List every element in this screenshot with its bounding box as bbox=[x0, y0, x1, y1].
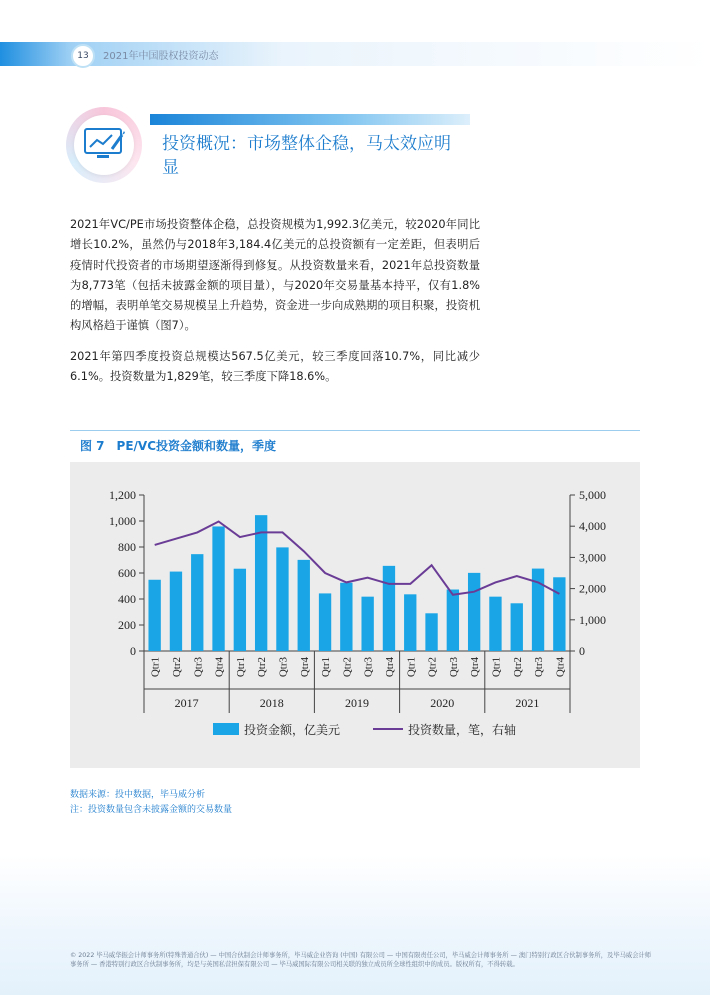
x-tick-label: Qtr4 bbox=[554, 657, 567, 678]
bar-investment-amount bbox=[234, 569, 246, 651]
legend-line-label: 投资数量，笔，右轴 bbox=[408, 723, 517, 737]
bar-investment-amount bbox=[361, 597, 373, 651]
bar-investment-amount bbox=[212, 526, 224, 651]
year-label: 2021 bbox=[515, 696, 540, 710]
x-tick-label: Qtr3 bbox=[533, 657, 546, 678]
x-tick-label: Qtr1 bbox=[320, 657, 333, 678]
x-tick-label: Qtr2 bbox=[426, 657, 439, 678]
x-tick-label: Qtr4 bbox=[383, 657, 396, 678]
section-title: 投资概况：市场整体企稳，马太效应明显 bbox=[162, 134, 451, 178]
bar-investment-amount bbox=[383, 566, 395, 651]
figure-title: 图 7 PE/VC投资金额和数量，季度 bbox=[80, 439, 276, 453]
bar-investment-amount bbox=[191, 554, 203, 651]
y-right-tick-label: 3,000 bbox=[579, 550, 606, 565]
bar-investment-amount bbox=[489, 597, 501, 651]
bar-investment-amount bbox=[170, 572, 182, 651]
chart bbox=[70, 462, 640, 768]
x-tick-label: Qtr3 bbox=[362, 657, 375, 678]
figure-rule bbox=[70, 430, 640, 431]
bar-investment-amount bbox=[404, 594, 416, 651]
y-left-tick-label: 1,200 bbox=[109, 488, 136, 502]
bar-investment-amount bbox=[298, 560, 310, 651]
figure-source: 数据来源：投中数据，毕马威分析 bbox=[70, 790, 206, 800]
x-tick-label: Qtr1 bbox=[234, 657, 247, 678]
bar-investment-amount bbox=[319, 593, 331, 651]
x-tick-label: Qtr4 bbox=[298, 657, 311, 678]
y-left-tick-label: 200 bbox=[118, 618, 136, 632]
year-label: 2018 bbox=[259, 696, 284, 710]
chart-panel bbox=[70, 462, 640, 768]
header-title: 2021年中国股权投资动态 bbox=[103, 51, 219, 62]
bar-investment-amount bbox=[425, 613, 437, 651]
y-right-tick-label: 0 bbox=[579, 644, 585, 658]
bar-investment-amount bbox=[276, 547, 288, 651]
body-paragraph-2: 2021年第四季度投资总规模达567.5亿美元，较三季度回落10.7%，同比减少6.1%。投资数量为1,829笔，较三季度下降18.6%。 bbox=[70, 350, 480, 384]
x-tick-label: Qtr4 bbox=[213, 657, 226, 678]
x-tick-label: Qtr3 bbox=[447, 657, 460, 678]
x-tick-label: Qtr1 bbox=[405, 657, 418, 678]
x-tick-label: Qtr3 bbox=[192, 657, 205, 678]
y-left-tick-label: 600 bbox=[118, 566, 136, 580]
x-tick-label: Qtr2 bbox=[170, 657, 183, 678]
bar-investment-amount bbox=[340, 583, 352, 651]
year-label: 2017 bbox=[174, 696, 199, 710]
x-tick-label: Qtr2 bbox=[341, 657, 354, 678]
section-title-bar bbox=[150, 114, 470, 125]
legend-bar-label: 投资金额，亿美元 bbox=[244, 723, 341, 737]
x-tick-label: Qtr4 bbox=[469, 657, 482, 678]
y-left-tick-label: 400 bbox=[118, 592, 136, 606]
y-right-tick-label: 4,000 bbox=[579, 519, 606, 534]
page-number: 13 bbox=[71, 44, 95, 68]
legend-bar-swatch bbox=[213, 723, 239, 735]
year-label: 2019 bbox=[345, 696, 369, 710]
y-right-tick-label: 1,000 bbox=[579, 612, 606, 627]
monitor-chart-icon bbox=[74, 115, 134, 175]
y-right-tick-label: 5,000 bbox=[579, 488, 606, 502]
footer-copyright: © 2022 毕马威华振会计师事务所(特殊普通合伙) — 中国合伙制会计师事务所，毕马威企业咨询 (中国) 有限公司 — 中国有限责任公司，毕马威会计师事务所 — 澳门特别行政区合伙制事务所，及毕马威会计师事务所 — 香港特别行政区合伙制事务所，均是与英国私营担保有限公司 — 毕马威国际有限公司相关联的独立成员所全球性组织中的成员。版权所有，不得转载。 bbox=[70, 952, 652, 968]
x-tick-label: Qtr3 bbox=[277, 657, 290, 678]
bar-investment-amount bbox=[553, 577, 565, 651]
body-paragraph-1: 2021年VC/PE市场投资整体企稳，总投资规模为1,992.3亿美元，较2020年同比增长10.2%，虽然仍与2018年3,184.4亿美元的总投资额有一定差距，但表明后疫情时代投资者的市场期望逐渐得到修复。从投资数量来看，2021年总投资数量为8,773笔（包括未披露金额的项目量），与2020年交易量基本持平，仅有1.8%的增幅，表明单笔交易规模呈上升趋势，资金进一步向成熟期的项目积聚，投资机构风格趋于谨慎（图7）。 bbox=[70, 218, 480, 333]
figure-note: 注：投资数量包含未披露金额的交易数量 bbox=[70, 805, 233, 815]
bar-investment-amount bbox=[511, 603, 523, 651]
bar-investment-amount bbox=[447, 590, 459, 651]
footer-background bbox=[0, 855, 710, 995]
x-tick-label: Qtr2 bbox=[511, 657, 524, 678]
x-tick-label: Qtr1 bbox=[149, 657, 162, 678]
y-left-tick-label: 800 bbox=[118, 540, 136, 554]
y-left-tick-label: 0 bbox=[130, 644, 136, 658]
year-label: 2020 bbox=[430, 696, 455, 710]
bar-investment-amount bbox=[255, 515, 267, 651]
y-left-tick-label: 1,000 bbox=[109, 514, 136, 528]
x-tick-label: Qtr2 bbox=[256, 657, 269, 678]
y-right-tick-label: 2,000 bbox=[579, 581, 606, 596]
bar-investment-amount bbox=[148, 580, 160, 651]
bar-investment-amount bbox=[468, 573, 480, 651]
x-tick-label: Qtr1 bbox=[490, 657, 503, 678]
